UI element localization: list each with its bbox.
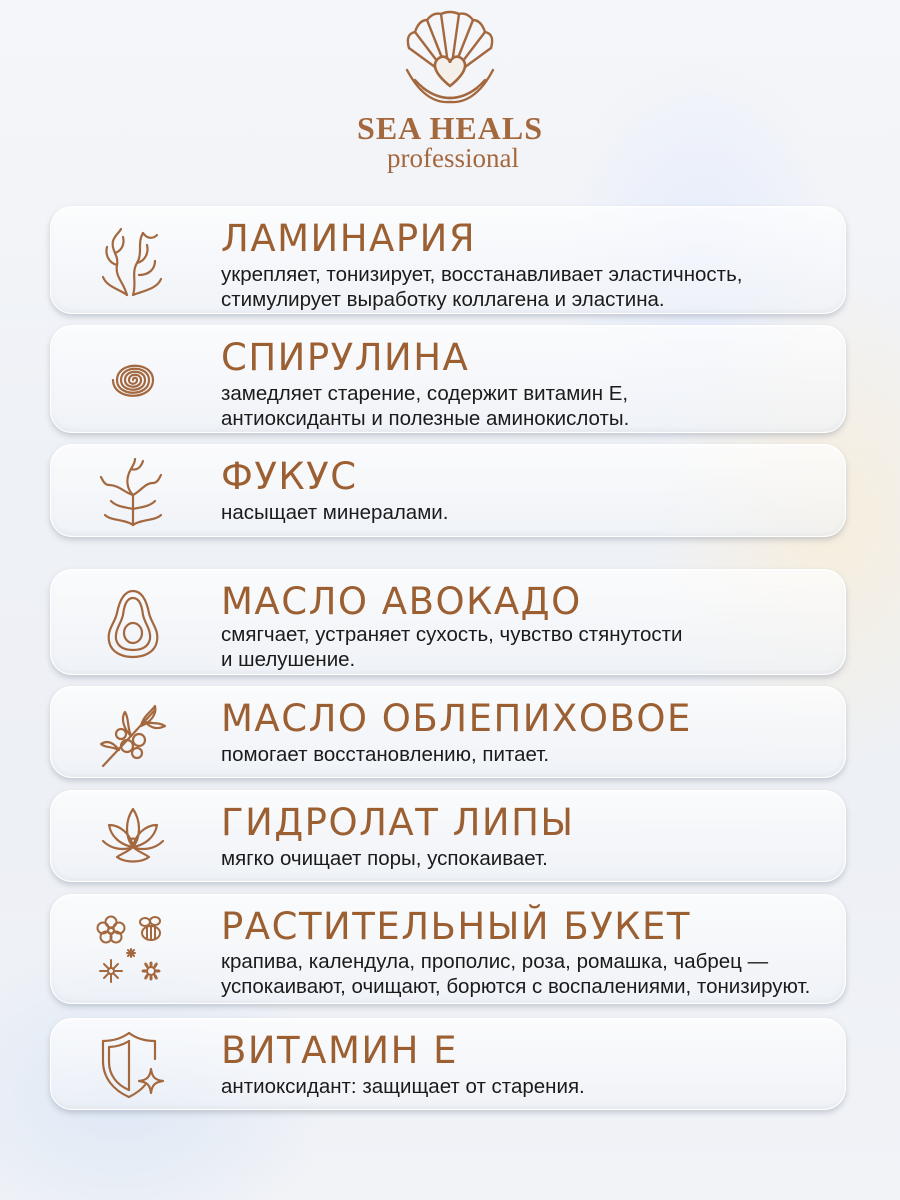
ingredient-description — [221, 262, 841, 312]
ingredient-title: ВИТАМИН Е — [221, 1029, 459, 1072]
shell-heart-pearl-icon — [395, 8, 505, 108]
brand-logo — [0, 8, 900, 172]
description-line: успокаивают, очищают, борются с воспалениями, тонизируют. — [221, 975, 811, 998]
ingredient-description — [221, 381, 841, 431]
herbal-bouquet-flowers-bee-icon — [93, 911, 173, 991]
description-line: помогает восстановлению, питает. — [221, 743, 550, 766]
ingredient-description — [221, 846, 841, 871]
avocado-icon — [97, 587, 169, 659]
ingredient-title: ФУКУС — [221, 455, 358, 498]
ingredient-description — [221, 1074, 841, 1099]
description-line: замедляет старение, содержит витамин Е, — [221, 382, 629, 405]
description-line: крапива, календула, прополис, роза, ромашка, чабрец — — [221, 950, 769, 973]
brand-name: SEA HEALS — [357, 110, 543, 146]
description-line: стимулирует выработку коллагена и эластина. — [221, 288, 665, 311]
ingredient-title: ГИДРОЛАТ ЛИПЫ — [221, 801, 575, 844]
description-line: мягко очищает поры, успокаивает. — [221, 847, 548, 870]
brand-subtitle: professional — [387, 143, 519, 173]
ingredient-title: РАСТИТЕЛЬНЫЙ БУКЕТ — [221, 905, 692, 948]
spiral-spirulina-icon — [97, 344, 169, 416]
ingredient-card — [50, 1018, 846, 1110]
ingredient-description — [221, 500, 841, 525]
ingredient-card — [50, 569, 846, 675]
ingredient-description — [221, 622, 841, 672]
ingredient-card — [50, 894, 846, 1004]
shield-sparkle-icon — [97, 1029, 169, 1101]
fucus-algae-icon — [97, 455, 169, 527]
ingredient-card — [50, 444, 846, 537]
sea-buckthorn-berries-icon — [97, 698, 169, 770]
ingredient-card — [50, 325, 846, 433]
ingredient-title: ЛАМИНАРИЯ — [221, 217, 477, 260]
description-line: смягчает, устраняет сухость, чувство стянутости — [221, 623, 683, 646]
seaweed-kelp-icon — [97, 225, 169, 297]
ingredient-card — [50, 686, 846, 778]
description-line: насыщает минералами. — [221, 501, 449, 524]
ingredient-description — [221, 949, 841, 999]
description-line: и шелушение. — [221, 648, 356, 671]
ingredient-title: СПИРУЛИНА — [221, 336, 470, 379]
description-line: антиоксиданты и полезные аминокислоты. — [221, 407, 630, 430]
ingredient-title: МАСЛО ОБЛЕПИХОВОЕ — [221, 697, 692, 740]
ingredient-card — [50, 790, 846, 882]
linden-flower-icon — [97, 801, 169, 873]
description-line: укрепляет, тонизирует, восстанавливает эластичность, — [221, 263, 743, 286]
ingredient-description — [221, 742, 841, 767]
ingredient-title: МАСЛО АВОКАДО — [221, 580, 582, 623]
ingredient-card — [50, 206, 846, 314]
description-line: антиоксидант: защищает от старения. — [221, 1075, 585, 1098]
